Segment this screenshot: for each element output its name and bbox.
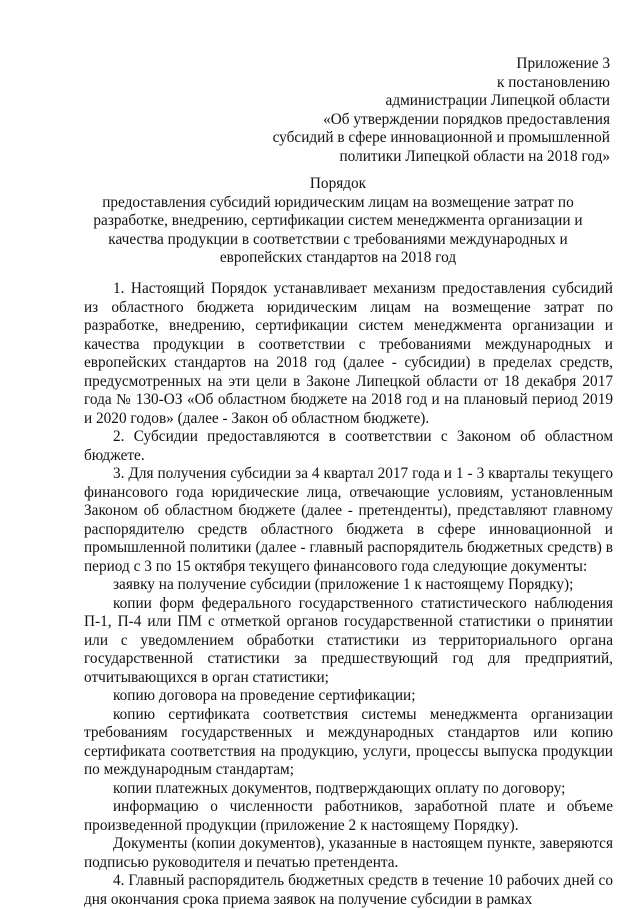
appendix-line: политики Липецкой области на 2018 год» (339, 147, 610, 165)
title-line: предоставления субсидий юридическим лицам на возмещение затрат по (102, 193, 574, 211)
list-item-application: заявку на получение субсидии (приложение 1 к настоящему Порядку); (113, 576, 574, 593)
document-title (84, 175, 592, 268)
paragraph-certification: Документы (копии документов), указанные в настоящем пункте, заверяются подписью руководителя и печатью претендента. (84, 835, 613, 871)
appendix-line: к постановлению (496, 73, 610, 91)
appendix-line: Приложение 3 (516, 55, 610, 72)
document-body (84, 280, 613, 909)
appendix-line: администрации Липецкой области (385, 92, 610, 110)
title-heading: Порядок (309, 175, 367, 192)
title-line: европейских стандартов на 2018 год (219, 249, 457, 267)
title-line: разработке, внедрению, сертификации систем менеджмента организации и (93, 212, 583, 230)
appendix-block (190, 55, 610, 167)
paragraph-4: 4. Главный распорядитель бюджетных средств в течение 10 рабочих дней со дня окончания срока приема заявок на получение субсидии в рамках (84, 872, 613, 908)
list-item-contract-copy: копию договора на проведение сертификации; (113, 687, 416, 704)
list-item-statistics-forms: копии форм федерального государственного статистического наблюдения П-1, П-4 или ПМ с отметкой органов государственной статистики о принятии или с уведомлением обработки статистики из территориального органа государственной статистики за предшествующий год для предприятий, отчитывающихся в орган статистики; (84, 594, 613, 686)
paragraph-3: 3. Для получения субсидии за 4 квартал 2017 года и 1 - 3 кварталы текущего финансового года юридические лица, отвечающие условиям, установленным Законом об областном бюджете (далее - претенденты), представляют главному распорядителю средств областного бюджета в сфере инновационной и промышленной политики (далее - главный распорядитель бюджетных средств) в период с 3 по 15 октября текущего финансового года следующие документы: (84, 465, 613, 575)
appendix-line: «Об утверждении порядков предоставления (323, 110, 610, 128)
list-item-employee-info: информацию о численности работников, заработной плате и объеме произведенной продукции (приложение 2 к настоящему Порядку). (84, 798, 613, 834)
list-item-certificate-copy: копию сертификата соответствия системы менеджмента организации требованиям государственных и международных стандартов или копию сертификата соответствия на продукцию, услуги, процессы выпуска продукции по международным стандартам; (84, 705, 613, 778)
paragraph-1: 1. Настоящий Порядок устанавливает механизм предоставления субсидий из областного бюджета юридическим лицам на возмещение затрат по разработке, внедрению, сертификации систем менеджмента организации и качества продукции в соответствии с требованиями международных и европейских стандартов на 2018 год (далее - субсидии) в пределах средств, предусмотренных на эти цели в Законе Липецкой области от 18 декабря 2017 года № 130-ОЗ «Об областном бюджете на 2018 год и на плановый период 2019 и 2020 годов» (далее - Закон об областном бюджете). (84, 280, 613, 427)
appendix-line: субсидий в сфере инновационной и промышленной (272, 129, 610, 147)
title-line: качества продукции в соответствии с требованиями международных и (108, 230, 568, 248)
list-item-payment-documents: копии платежных документов, подтверждающих оплату по договору; (113, 779, 566, 797)
paragraph-2: 2. Субсидии предоставляются в соответствии с Законом об областном бюджете. (84, 428, 613, 464)
